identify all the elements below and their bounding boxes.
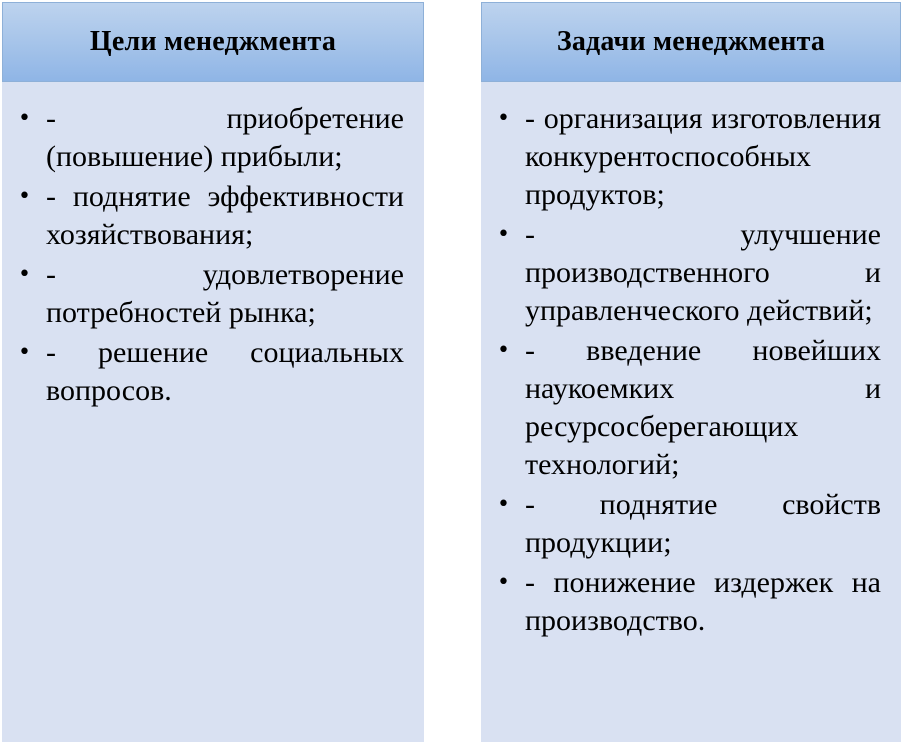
bullet-icon: • (497, 222, 510, 247)
goals-item-text: - поднятие эффективности хозяйствования; (46, 180, 404, 251)
goals-panel (2, 2, 424, 742)
goals-list (14, 100, 404, 410)
bullet-icon: • (18, 340, 31, 365)
tasks-list-item (493, 216, 881, 330)
goals-body (2, 82, 424, 410)
goals-item-text: - удовлетворение потребностей рынка; (46, 258, 404, 329)
tasks-item-text: - понижение издержек на производство. (525, 566, 881, 637)
tasks-list-item (493, 486, 881, 562)
goals-list-item (14, 256, 404, 332)
bullet-icon: • (18, 106, 31, 131)
tasks-list-item (493, 100, 881, 214)
tasks-header: Задачи менеджмента (481, 2, 901, 82)
bullet-icon: • (497, 570, 510, 595)
tasks-list-item (493, 564, 881, 640)
goals-list-item (14, 178, 404, 254)
bullet-icon: • (497, 338, 510, 363)
goals-header: Цели менеджмента (2, 2, 424, 82)
goals-item-text: - решение социальных вопросов. (46, 336, 404, 407)
bullet-icon: • (497, 106, 510, 131)
tasks-item-text: - организация изготовления конкурентоспособных продуктов; (525, 102, 881, 211)
bullet-icon: • (18, 184, 31, 209)
goals-item-text: - приобретение (повышение) прибыли; (46, 102, 404, 173)
goals-list-item (14, 334, 404, 410)
tasks-panel (481, 2, 901, 742)
tasks-body (481, 82, 901, 640)
bullet-icon: • (18, 262, 31, 287)
tasks-list (493, 100, 881, 640)
goals-list-item (14, 100, 404, 176)
tasks-item-text: - поднятие свойств продукции; (525, 488, 881, 559)
bullet-icon: • (497, 492, 510, 517)
tasks-list-item (493, 332, 881, 484)
tasks-item-text: - введение новейших наукоемких и ресурсосберегающих технологий; (525, 334, 881, 481)
tasks-item-text: - улучшение производственного и управленческого действий; (525, 218, 881, 327)
